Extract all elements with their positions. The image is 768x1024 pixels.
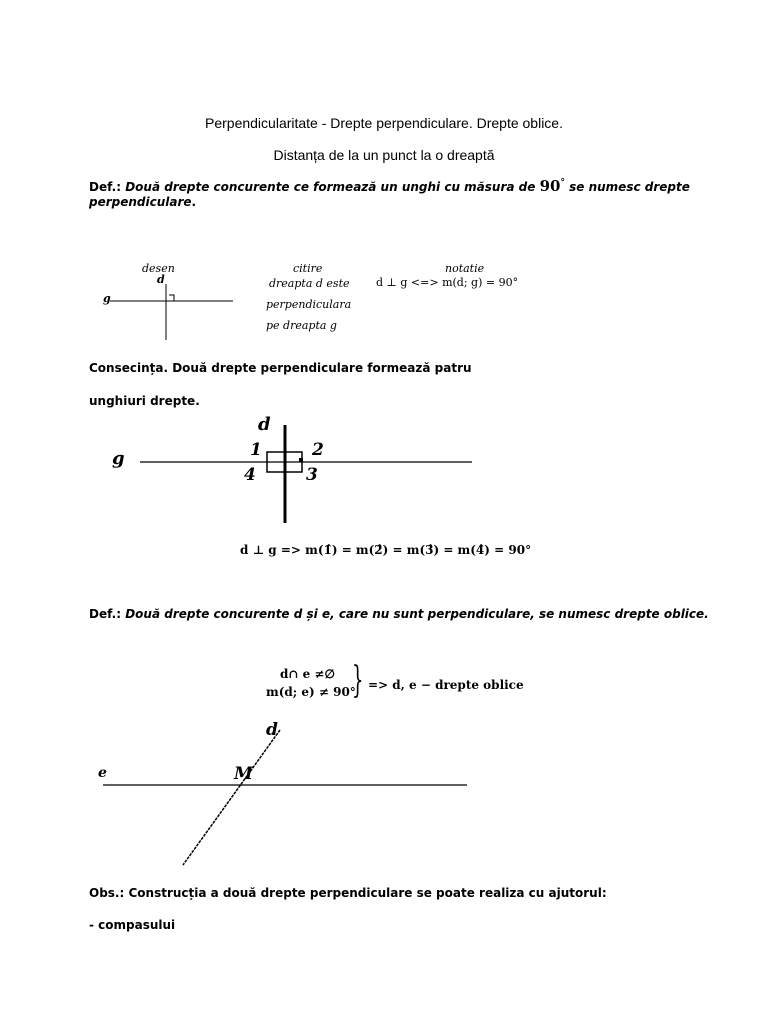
oblique-lines-drawing <box>95 720 475 870</box>
obs-item-compas: - compasului <box>89 918 176 932</box>
definition-perpendicular-line2: perpendiculare. <box>89 195 197 209</box>
def2-text: Două drepte concurente d și e, care nu sunt perpendiculare, se numesc drepte oblice. <box>125 607 709 621</box>
angle-dot <box>299 458 303 462</box>
def2-prefix: Def.: <box>89 607 122 621</box>
def-text-b: se numesc drepte <box>569 180 690 194</box>
label-angle-2: 2 <box>312 440 324 460</box>
col-notatie: notatie <box>445 262 485 275</box>
definition-oblique <box>89 607 709 621</box>
page-subtitle: Distanța de la un punct la o dreaptă <box>273 147 495 163</box>
label-e: e <box>98 765 107 781</box>
oblique-condition-2: m(d; e) ≠ 90° <box>266 685 356 699</box>
def-text-a: Două drepte concurente ce formează un unghi cu măsura de <box>125 180 536 194</box>
obs-prefix: Obs.: <box>89 886 125 900</box>
label-d-small: d <box>157 273 165 286</box>
col-desen: desen <box>142 262 175 275</box>
observation <box>89 886 607 900</box>
right-angle-mark-small <box>169 295 174 301</box>
label-g-small: g <box>103 292 111 305</box>
label-d: d <box>258 414 271 435</box>
reading-line3: pe dreapta g <box>266 319 337 332</box>
reading-line1: dreapta d este <box>269 277 350 290</box>
label-angle-1: 1 <box>250 440 262 460</box>
consequence-paragraph-2: unghiuri drepte. <box>89 394 200 408</box>
perpendicular-drawing-small <box>100 270 240 345</box>
def-prefix: Def.: <box>89 180 122 194</box>
label-angle-4: 4 <box>244 465 256 485</box>
def-text-c: perpendiculare <box>89 195 192 209</box>
oblique-result: => d, e − drepte oblice <box>368 678 524 692</box>
label-d-oblique: d <box>266 720 278 740</box>
brace: } <box>352 660 364 701</box>
reading-line2: perpendiculara <box>266 298 352 311</box>
line-d-oblique <box>183 730 280 865</box>
def-degree: 90° <box>539 177 565 195</box>
consequence-text: . Două drepte perpendiculare formează patru <box>163 361 472 375</box>
page-title: Perpendicularitate - Drepte perpendiculare. Drepte oblice. <box>205 115 563 131</box>
perpendicular-four-angles-drawing <box>110 415 480 530</box>
label-g: g <box>112 448 125 469</box>
col-citire: citire <box>293 262 323 275</box>
definition-perpendicular <box>89 177 690 195</box>
label-point-m: M <box>234 764 253 784</box>
notation-formula: d ⊥ g <=> m(d; g) = 90° <box>376 276 519 289</box>
label-angle-3: 3 <box>306 465 318 485</box>
oblique-condition-1: d∩ e ≠∅ <box>280 667 335 681</box>
consequence-paragraph <box>89 361 472 375</box>
obs-text: Construcția a două drepte perpendiculare se poate realiza cu ajutorul: <box>128 886 607 900</box>
consequence-label: Consecința <box>89 361 164 375</box>
angles-formula: d ⊥ g => m(1̂) = m(2̂) = m(3̂) = m(4̂) = 90° <box>240 543 532 557</box>
